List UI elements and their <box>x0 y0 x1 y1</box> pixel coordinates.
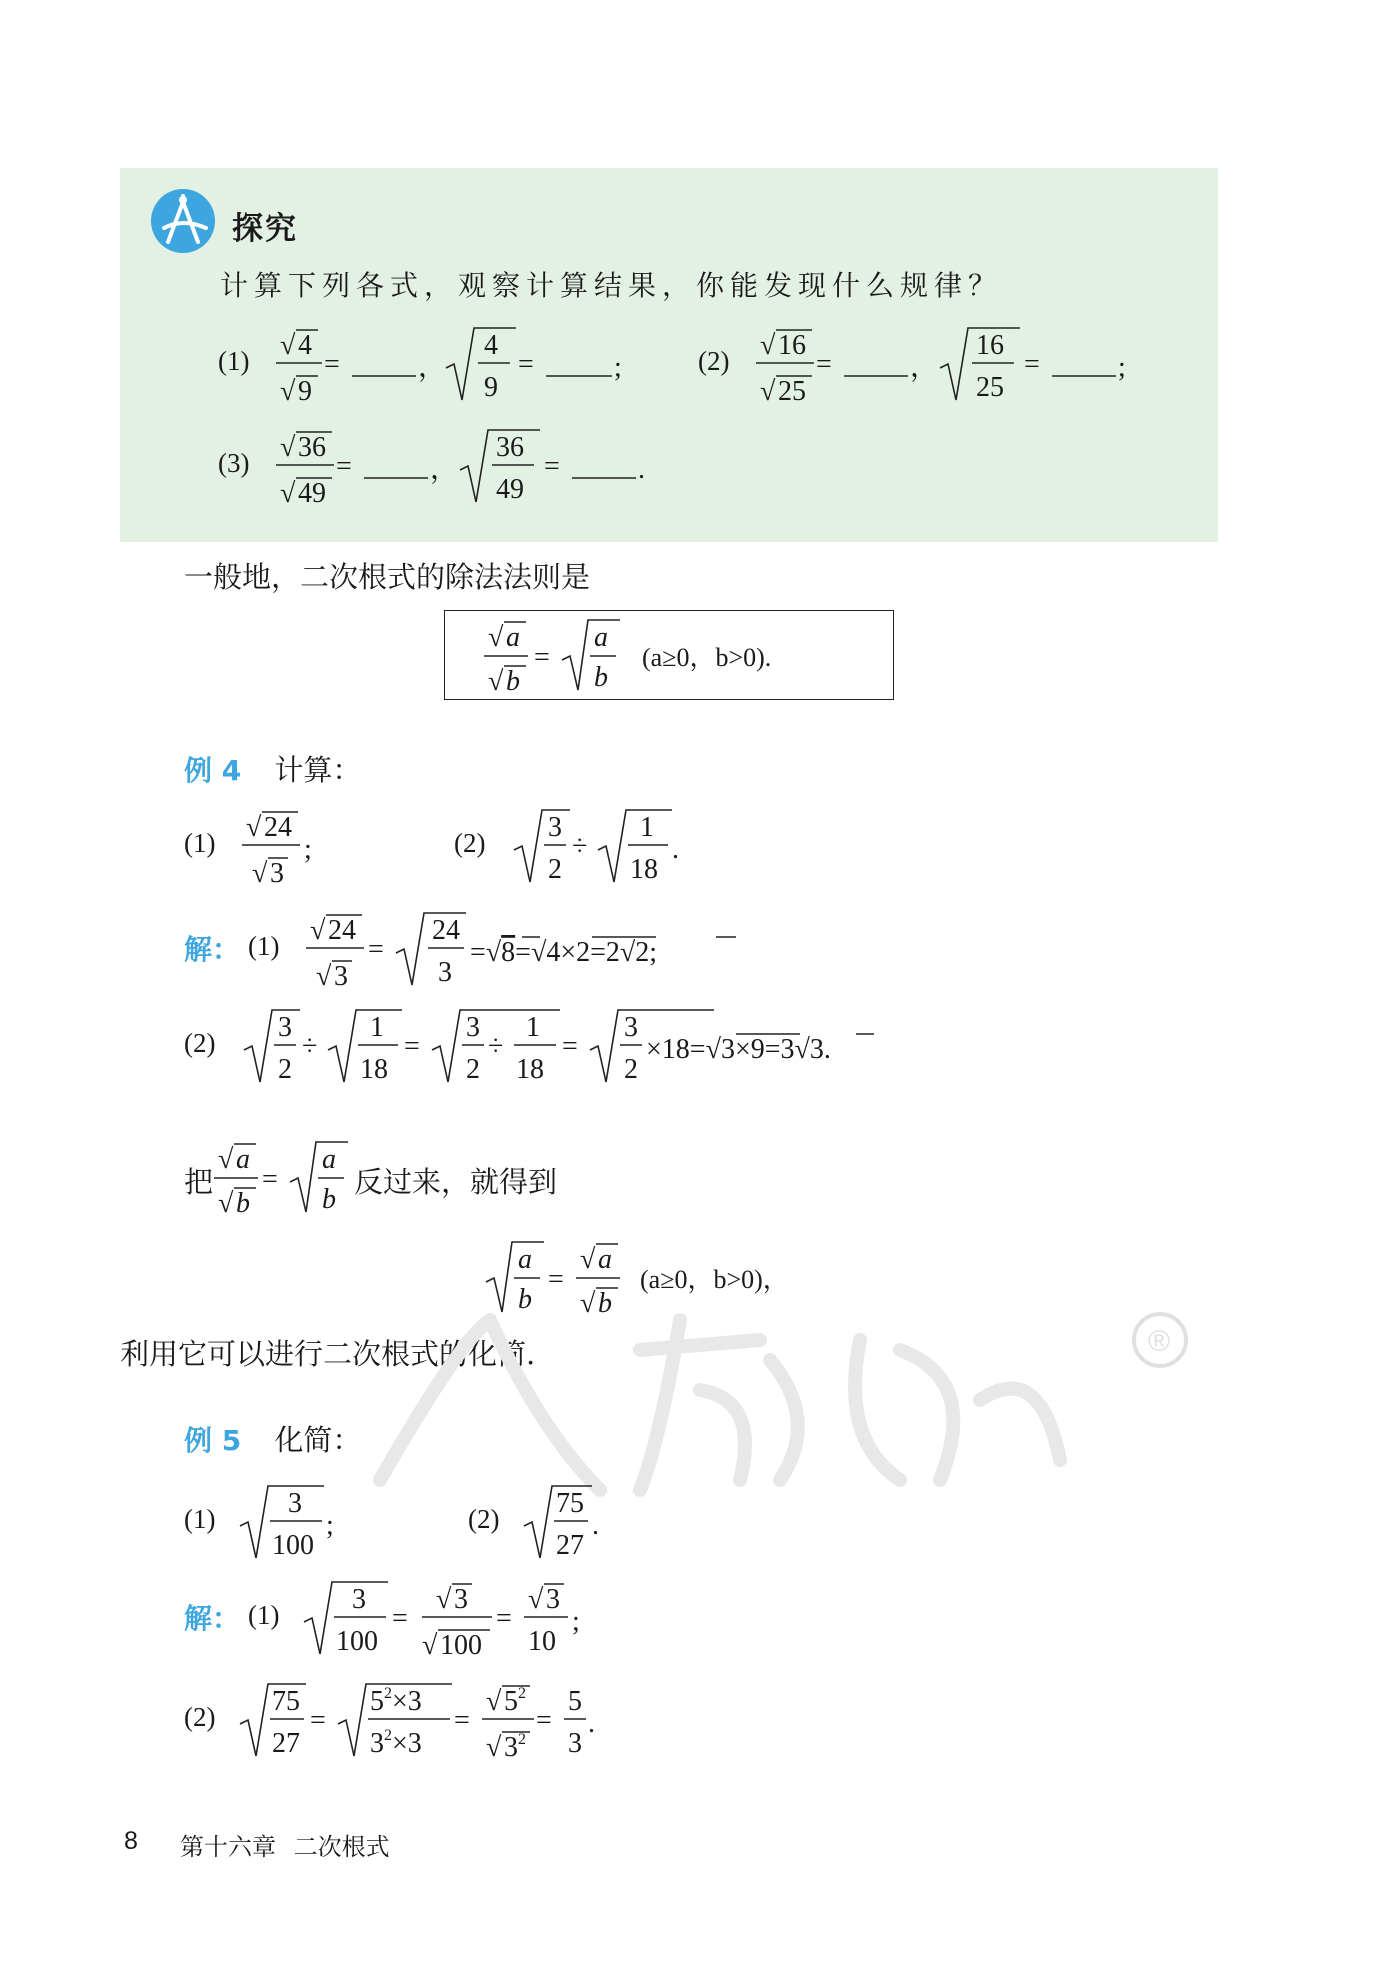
example-4-prompt: 计算： <box>274 753 362 787</box>
example-5-header <box>184 1418 361 1459</box>
svg-text:1: 1 <box>370 1012 384 1043</box>
svg-text:10: 10 <box>528 1626 556 1657</box>
example-4-header <box>184 748 361 789</box>
svg-text:√: √ <box>488 666 504 697</box>
svg-text:18: 18 <box>516 1054 544 1085</box>
svg-text:a: a <box>322 1144 336 1175</box>
svg-text:18: 18 <box>360 1054 388 1085</box>
svg-text:2: 2 <box>466 1054 480 1085</box>
explore-item-2-label: (2) <box>698 346 730 376</box>
svg-text:3: 3 <box>546 1584 560 1615</box>
example-5-sol1-label: (1) <box>248 1600 280 1630</box>
svg-text:3: 3 <box>352 1584 366 1615</box>
example-4-solution-2 <box>184 1000 944 1092</box>
svg-text:√: √ <box>580 1288 596 1319</box>
svg-text:√: √ <box>580 1244 596 1275</box>
explore-item-1 <box>218 318 628 410</box>
svg-text:27: 27 <box>272 1728 300 1759</box>
svg-text:4: 4 <box>484 330 498 361</box>
svg-text:√: √ <box>486 1732 502 1763</box>
svg-text:25: 25 <box>976 372 1004 403</box>
svg-text:a: a <box>598 1244 612 1275</box>
svg-text:.: . <box>638 454 645 485</box>
chapter-title: 第十六章 二次根式 <box>180 1833 390 1861</box>
svg-text:.: . <box>672 834 679 865</box>
svg-text:.: . <box>592 1510 599 1541</box>
svg-text:b: b <box>594 662 608 693</box>
svg-text:=√8=√4×2=2√2;: =√8=√4×2=2√2; <box>470 937 658 968</box>
svg-text:3: 3 <box>568 1728 582 1759</box>
svg-text:=: = <box>454 1705 470 1736</box>
svg-text:b: b <box>322 1184 336 1215</box>
svg-text:=: = <box>548 1264 564 1295</box>
svg-text:=: = <box>324 349 340 380</box>
reverse-after: 利用它可以进行二次根式的化简. <box>120 1337 536 1371</box>
svg-text:3: 3 <box>548 812 562 843</box>
svg-text:75: 75 <box>556 1488 584 1519</box>
svg-text:√: √ <box>760 376 776 407</box>
svg-text:=: = <box>544 451 560 482</box>
svg-text:=: = <box>1024 349 1040 380</box>
example-4-sol2-label: (2) <box>184 1028 216 1058</box>
svg-text:=: = <box>336 451 352 482</box>
svg-text:×18=√3×9=3√3.: ×18=√3×9=3√3. <box>646 1034 831 1065</box>
svg-text:√: √ <box>280 330 296 361</box>
svg-text:a: a <box>518 1244 532 1275</box>
svg-text:=: = <box>562 1031 578 1062</box>
svg-text:√: √ <box>528 1584 544 1615</box>
svg-text:√: √ <box>218 1144 234 1175</box>
svg-text:√: √ <box>280 478 296 509</box>
svg-text:b: b <box>236 1188 250 1219</box>
svg-text:1: 1 <box>640 812 654 843</box>
svg-text:;: ; <box>572 1606 580 1637</box>
svg-text:;: ; <box>1118 352 1126 383</box>
svg-text:=: = <box>534 642 550 673</box>
svg-text:√: √ <box>488 622 504 653</box>
svg-text:100: 100 <box>272 1530 314 1561</box>
example-5-problems <box>184 1476 624 1568</box>
svg-text:3: 3 <box>334 961 348 992</box>
svg-text:16: 16 <box>976 330 1004 361</box>
example-4-p2-label: (2) <box>454 828 486 858</box>
svg-text:√: √ <box>760 330 776 361</box>
svg-text:;: ; <box>614 352 622 383</box>
svg-text:=: = <box>536 1705 552 1736</box>
svg-text:5: 5 <box>568 1686 582 1717</box>
svg-text:，: ， <box>418 352 447 383</box>
svg-text:2: 2 <box>278 1054 292 1085</box>
svg-text:=: = <box>518 349 534 380</box>
svg-text:√: √ <box>280 376 296 407</box>
example-4-sol1-label: (1) <box>248 931 280 961</box>
svg-text:16: 16 <box>778 330 806 361</box>
example-5-p2-label: (2) <box>468 1504 500 1534</box>
registered-mark: ® <box>1148 1325 1171 1358</box>
svg-text:75: 75 <box>272 1686 300 1717</box>
explore-item-3-label: (3) <box>218 448 250 478</box>
svg-text:32: $3^2$ <box>504 1731 526 1763</box>
svg-text:3: 3 <box>466 1012 480 1043</box>
svg-text:√: √ <box>316 961 332 992</box>
svg-text:3: 3 <box>438 957 452 988</box>
example-5-prompt: 化简： <box>274 1423 362 1457</box>
svg-text:÷: ÷ <box>302 1031 318 1062</box>
example-4-sol-label: 解： <box>184 935 241 966</box>
reverse-condition: (a≥0，b>0)， <box>640 1265 789 1294</box>
svg-text:1: 1 <box>526 1012 540 1043</box>
example-4-solution-1 <box>184 903 804 995</box>
svg-text:9: 9 <box>484 372 498 403</box>
svg-text:.: . <box>588 1708 595 1739</box>
example-4-label: 例 4 <box>184 754 242 787</box>
svg-text:;: ; <box>326 1510 334 1541</box>
svg-text:=: = <box>496 1603 512 1634</box>
svg-text:√: √ <box>246 812 262 843</box>
svg-text:52: $5^2$ <box>504 1685 526 1717</box>
svg-text:√: √ <box>436 1584 452 1615</box>
svg-text:√: √ <box>280 432 296 463</box>
svg-text:18: 18 <box>630 854 658 885</box>
svg-text:49: 49 <box>496 474 524 505</box>
svg-text:=: = <box>816 349 832 380</box>
reverse-formula <box>214 1136 354 1224</box>
svg-text:;: ; <box>304 834 312 865</box>
svg-text:a: a <box>236 1144 250 1175</box>
svg-text:√: √ <box>218 1188 234 1219</box>
svg-text:3: 3 <box>270 858 284 889</box>
svg-text:b: b <box>598 1288 612 1319</box>
svg-text:a: a <box>506 622 520 653</box>
svg-text:100: 100 <box>336 1626 378 1657</box>
svg-text:49: 49 <box>298 478 326 509</box>
svg-text:100: 100 <box>440 1630 482 1661</box>
svg-text:9: 9 <box>298 376 312 407</box>
svg-text:3: 3 <box>624 1012 638 1043</box>
example-4-problems <box>184 800 714 892</box>
svg-text:=: = <box>262 1164 278 1195</box>
svg-text:√: √ <box>486 1686 502 1717</box>
svg-text:24: 24 <box>264 812 292 843</box>
svg-text:2: 2 <box>548 854 562 885</box>
page-number: 8 <box>124 1827 138 1855</box>
compass-icon <box>150 188 216 254</box>
svg-text:3: 3 <box>288 1488 302 1519</box>
reverse-suffix: 反过来，就得到 <box>354 1165 558 1199</box>
svg-text:36: 36 <box>298 432 326 463</box>
svg-text:b: b <box>506 666 520 697</box>
svg-text:，: ， <box>910 352 939 383</box>
svg-text:=: = <box>368 934 384 965</box>
rule-intro: 一般地，二次根式的除法法则是 <box>184 560 591 594</box>
svg-text:，: ， <box>430 454 459 485</box>
division-rule-formula <box>484 614 884 698</box>
example-5-p1-label: (1) <box>184 1504 216 1534</box>
example-5-sol-label: 解： <box>184 1602 241 1635</box>
svg-text:√: √ <box>310 915 326 946</box>
svg-text:=: = <box>310 1705 326 1736</box>
explore-item-2 <box>698 318 1138 410</box>
svg-text:=: = <box>392 1603 408 1634</box>
example-5-solution-1 <box>184 1572 644 1664</box>
explore-intro: 计算下列各式，观察计算结果，你能发现什么规律？ <box>220 269 1003 302</box>
svg-text:2: 2 <box>624 1054 638 1085</box>
explore-item-1-label: (1) <box>218 346 250 376</box>
rule-condition: (a≥0，b>0). <box>642 643 772 672</box>
explore-title: 探究 <box>232 211 298 247</box>
svg-text:24: 24 <box>328 915 356 946</box>
example-4-p1-label: (1) <box>184 828 216 858</box>
example-5-sol2-label: (2) <box>184 1702 216 1732</box>
svg-text:√: √ <box>422 1630 438 1661</box>
svg-text:4: 4 <box>298 330 312 361</box>
svg-text:52×3: $5^2\times 3$ <box>370 1685 422 1717</box>
svg-text:3: 3 <box>278 1012 292 1043</box>
svg-text:25: 25 <box>778 376 806 407</box>
svg-text:=: = <box>404 1031 420 1062</box>
svg-text:32×3: $3^2\times 3$ <box>370 1727 422 1759</box>
explore-item-3 <box>218 420 648 512</box>
svg-text:36: 36 <box>496 432 524 463</box>
example-5-label: 例 5 <box>184 1424 242 1457</box>
example-5-solution-2 <box>184 1674 664 1770</box>
svg-text:a: a <box>594 622 608 653</box>
svg-text:√: √ <box>252 858 268 889</box>
svg-text:24: 24 <box>432 915 460 946</box>
svg-text:÷: ÷ <box>488 1031 504 1062</box>
reverse-prefix: 把 <box>184 1165 214 1199</box>
svg-text:b: b <box>518 1284 532 1315</box>
svg-text:27: 27 <box>556 1530 584 1561</box>
svg-text:3: 3 <box>454 1584 468 1615</box>
svg-text:÷: ÷ <box>572 831 588 862</box>
